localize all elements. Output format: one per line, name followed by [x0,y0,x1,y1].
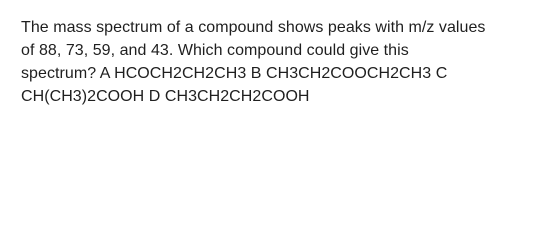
question-text [21,16,541,108]
question-line-1: The mass spectrum of a compound shows peaks with m/z values [21,19,486,36]
question-line-3: spectrum? A HCOCH2CH2CH3 B CH3CH2COOCH2CH3 C [21,65,448,82]
question-line-2: of 88, 73, 59, and 43. Which compound could give this [21,42,409,59]
question-line-4: CH(CH3)2COOH D CH3CH2CH2COOH [21,88,310,105]
